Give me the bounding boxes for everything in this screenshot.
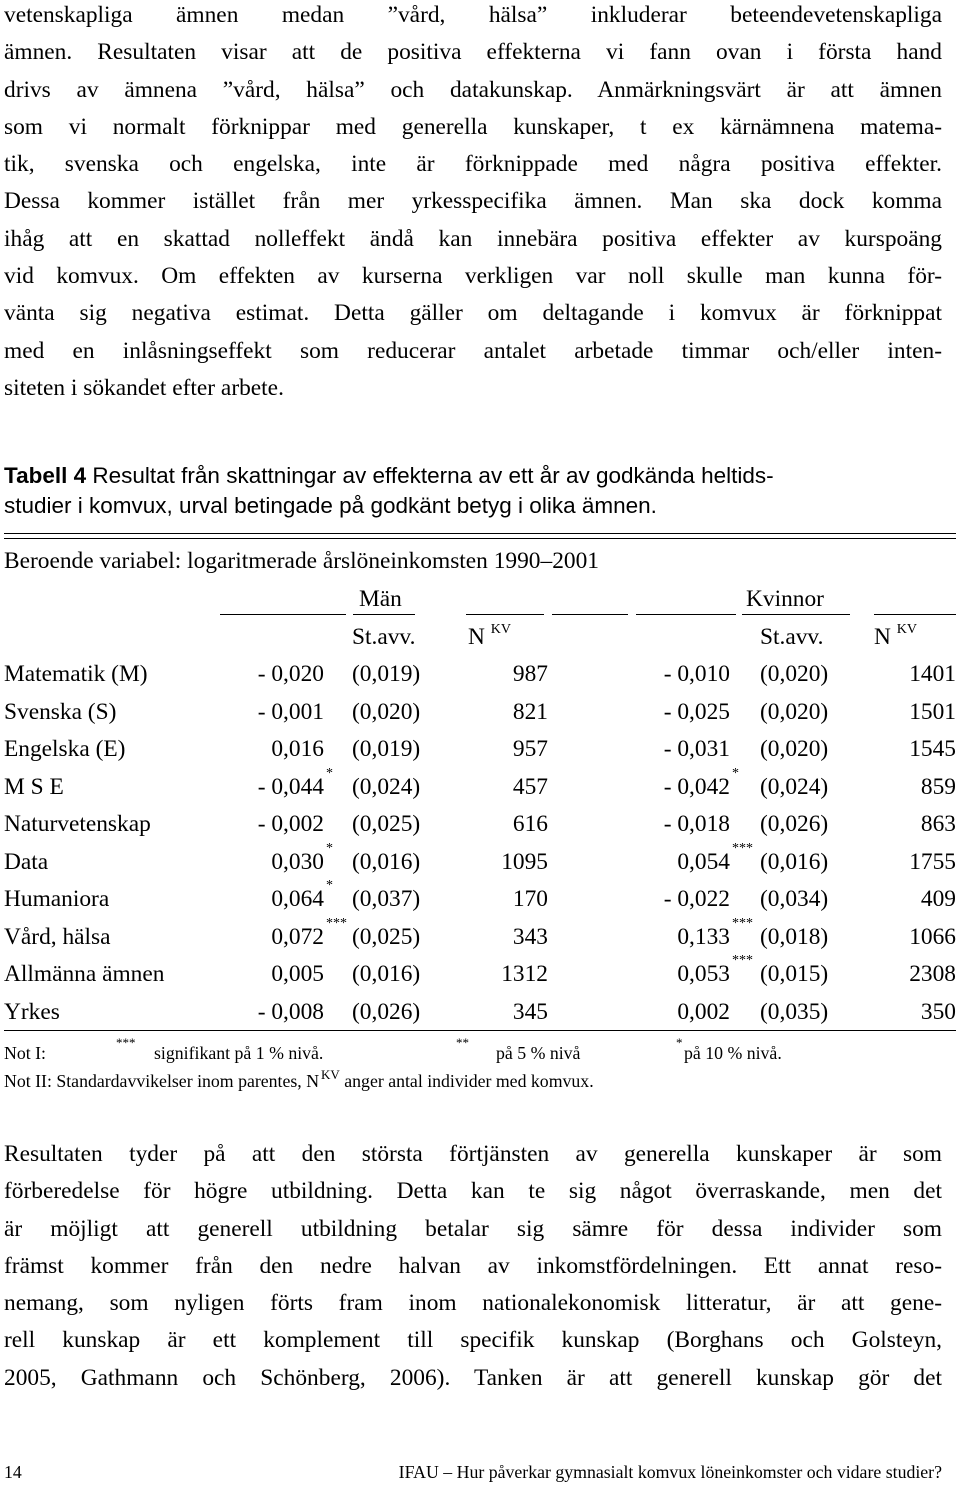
significance-marker: *** [732,915,753,931]
cell-n-men: 345 [512,998,548,1025]
cell-subject: Vård, hälsa [4,923,111,950]
cell-n-men: 343 [512,923,548,950]
body-paragraph-bottom [4,1136,942,1397]
body-paragraph-top [4,0,942,407]
cell-se-men: (0,026) [352,998,421,1025]
caption-line [4,461,944,491]
text-line: främst kommer från den nedre halvan av inkomstfördelningen. Ett annat reso- [4,1252,942,1279]
dependent-variable-label: Beroende variabel: logaritmerade årslöneinkomsten 1990–2001 [4,548,599,574]
text-line: siteten i sökandet efter arbete. [4,374,284,401]
cell-se-women: (0,026) [760,811,829,837]
text-line: som vi normalt förknippar med generella kunskaper, t ex kärnämnena matema- [4,113,942,140]
cell-coef-women: - 0,025 [663,698,730,725]
cell-se-men: (0,016) [352,961,421,987]
caption-line: studier i komvux, urval betingade på godkänt betyg i olika ämnen. [4,493,657,518]
significance-marker: * [732,765,739,781]
cell-n-men: 821 [512,698,548,725]
cell-subject: M S E [4,773,64,800]
cell-se-men: (0,019) [352,736,421,762]
significance-marker: * [326,765,333,781]
group-rule [636,614,736,615]
cell-se-women: (0,035) [760,998,829,1025]
cell-coef-women: 0,133 [677,923,730,950]
significance-marker: *** [326,915,347,931]
cell-coef-men: 0,064 [271,886,324,912]
cell-n-men: 957 [512,736,548,762]
cell-coef-women: 0,002 [677,998,730,1025]
cell-subject: Naturvetenskap [4,811,151,837]
significance-marker: *** [732,840,753,856]
cell-coef-women: 0,053 [677,961,730,987]
cell-n-women: 1755 [909,848,956,875]
cell-subject: Data [4,848,49,875]
cell-n-men: 170 [512,886,548,912]
table-note-2: Not II: Standardavvikelser inom parentes, N $^{KV}$ anger antal individer med komvux. [4,1067,594,1091]
cell-se-women: (0,015) [760,961,829,987]
cell-coef-women: - 0,010 [663,661,730,687]
cell-coef-men: - 0,044 [257,773,324,800]
text-line: drivs av ämnena ”vård, hälsa” och datakunskap. Anmärkningsvärt är att ämnen [4,76,942,103]
cell-subject: Humaniora [4,886,110,912]
cell-n-women: 863 [920,811,956,837]
caption-label: Tabell 4 [4,463,87,488]
cell-n-women: 350 [920,998,956,1025]
text-line: vid komvux. Om effekten av kurserna verkligen var noll skulle man kunna för- [4,263,942,290]
significance-marker: *** [732,953,753,968]
cell-n-women: 1066 [909,923,956,950]
cell-coef-men: 0,016 [271,736,324,762]
text-line: vetenskapliga ämnen medan ”vård, hälsa” inkluderar beteendevetenskapliga [4,2,942,28]
table-bottom-rule [4,1030,956,1031]
cell-coef-men: 0,005 [271,961,324,987]
cell-se-women: (0,020) [760,698,829,725]
cell-n-men: 1095 [501,848,548,875]
cell-coef-women: - 0,031 [663,736,730,762]
cell-se-men: (0,016) [352,848,421,875]
cell-coef-men: - 0,008 [257,998,324,1025]
cell-n-women: 859 [920,773,956,800]
col-header-n: N $^{KV}$ [468,622,511,650]
group-header-women: Kvinnor [746,586,824,612]
cell-se-women: (0,020) [760,736,829,762]
text-line: 2005, Gathmann och Schönberg, 2006). Tanken är att generell kunskap gör det [4,1364,942,1391]
col-header-stavv: St.avv. [760,624,824,650]
cell-coef-women: - 0,022 [663,886,730,912]
cell-n-women: 1545 [909,736,956,762]
cell-subject: Allmänna ämnen [4,961,165,987]
cell-n-women: 409 [920,886,956,912]
cell-n-women: 1401 [909,661,956,687]
cell-n-men: 987 [512,661,548,687]
cell-subject: Matematik (M) [4,661,148,687]
group-rule [466,614,544,615]
cell-se-men: (0,020) [352,698,421,725]
group-header-men: Män [359,586,402,612]
cell-se-men: (0,025) [352,923,421,950]
cell-coef-women: - 0,042 [663,773,730,800]
text-line: är möjligt att generell utbildning betalar sig sämre för dessa individer som [4,1215,942,1242]
cell-se-women: (0,016) [760,848,829,875]
cell-se-men: (0,037) [352,886,421,912]
text-line: rell kunskap är ett komplement till specifik kunskap (Borghans och Golsteyn, [4,1327,942,1354]
text-line: förberedelse för högre utbildning. Detta kan te sig något överraskande, men det [4,1178,942,1205]
cell-n-men: 1312 [501,961,548,987]
cell-subject: Svenska (S) [4,698,117,725]
group-rule [353,614,415,615]
significance-marker: * [326,878,333,893]
text-line: nemang, som nyligen förts fram inom nationalekonomisk litteratur, är att gene- [4,1290,942,1317]
cell-coef-women: - 0,018 [663,811,730,837]
cell-coef-men: - 0,002 [257,811,324,837]
text-line: Resultaten tyder på att den största förtjänsten av generella kunskaper är som [4,1141,942,1167]
cell-subject: Engelska (E) [4,736,126,762]
cell-coef-men: 0,030 [271,848,324,875]
text-line: Dessa kommer istället från mer yrkesspecifika ämnen. Man ska dock komma [4,188,942,215]
page-number: 14 [4,1462,22,1482]
cell-n-women: 2308 [909,961,956,987]
cell-se-women: (0,034) [760,886,829,912]
cell-se-women: (0,024) [760,773,829,800]
text-line: med en inlåsningseffekt som reducerar antalet arbetade timmar och/eller inten- [4,337,942,364]
cell-subject: Yrkes [4,998,60,1025]
caption-text: Resultat från skattningar av effekterna av ett år av godkända heltids- [86,463,774,488]
cell-n-women: 1501 [909,698,956,725]
cell-se-men: (0,019) [352,661,421,687]
cell-se-men: (0,025) [352,811,421,837]
text-line: tik, svenska och engelska, inte är förknippade med några positiva effekter. [4,151,942,178]
cell-se-men: (0,024) [352,773,421,800]
table-top-rule [4,533,956,539]
cell-n-men: 616 [512,811,548,837]
col-header-stavv: St.avv. [352,624,416,650]
group-rule [220,614,346,615]
cell-coef-women: 0,054 [677,848,730,875]
group-rule [552,614,628,615]
group-rule [874,614,956,615]
cell-n-men: 457 [512,773,548,800]
text-line: ihåg att en skattad nolleffekt ändå kan innebära positiva effekter av kurspoäng [4,225,942,252]
table-caption [4,461,944,521]
text-line: ämnen. Resultaten visar att de positiva effekterna vi fann ovan i första hand [4,39,942,66]
text-line: vänta sig negativa estimat. Detta gäller om deltagande i komvux är förknippat [4,300,942,327]
cell-coef-men: - 0,001 [257,698,324,725]
significance-marker: * [326,840,333,856]
cell-coef-men: 0,072 [271,923,324,950]
col-header-n: N $^{KV}$ [874,622,917,650]
cell-se-women: (0,018) [760,923,829,950]
running-title: IFAU – Hur påverkar gymnasialt komvux löneinkomster och vidare studier? [398,1462,942,1482]
group-rule [742,614,850,615]
table-note-1: Not I: *** signifikant på 1 % nivå. ** på 5 % nivå * på 10 % nivå. [4,1035,782,1063]
cell-se-women: (0,020) [760,661,829,687]
cell-coef-men: - 0,020 [257,661,324,687]
